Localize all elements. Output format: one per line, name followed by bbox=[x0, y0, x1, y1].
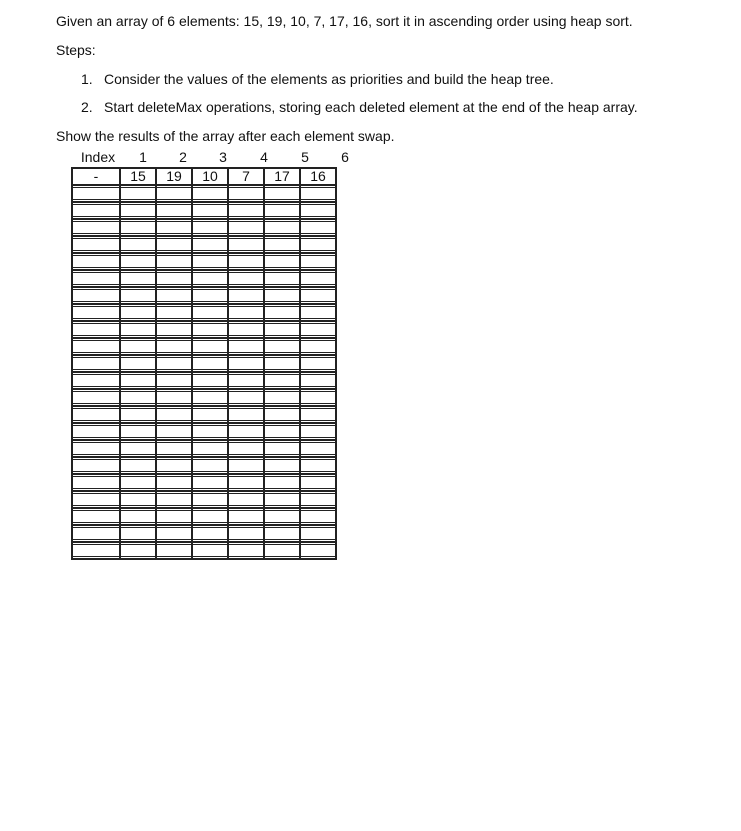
array-cell bbox=[228, 270, 264, 287]
array-cell bbox=[228, 338, 264, 355]
array-cell bbox=[264, 406, 300, 423]
row-index-cell bbox=[72, 508, 120, 525]
array-cell bbox=[264, 270, 300, 287]
array-cell bbox=[192, 474, 228, 491]
array-cell bbox=[300, 406, 336, 423]
empty-answer-row bbox=[72, 542, 336, 559]
array-cell bbox=[156, 491, 192, 508]
array-cell bbox=[228, 406, 264, 423]
array-cell bbox=[156, 542, 192, 559]
array-cell bbox=[120, 406, 156, 423]
empty-answer-row bbox=[72, 406, 336, 423]
empty-answer-row bbox=[72, 423, 336, 440]
array-cell bbox=[156, 219, 192, 236]
array-cell bbox=[156, 236, 192, 253]
array-cell bbox=[300, 389, 336, 406]
empty-answer-row bbox=[72, 389, 336, 406]
array-cell bbox=[192, 202, 228, 219]
array-cell bbox=[192, 525, 228, 542]
array-cell bbox=[192, 219, 228, 236]
array-cell bbox=[228, 355, 264, 372]
array-cell bbox=[192, 304, 228, 321]
empty-answer-row bbox=[72, 355, 336, 372]
empty-answer-row bbox=[72, 253, 336, 270]
array-cell: 17 bbox=[264, 168, 300, 185]
array-cell bbox=[120, 372, 156, 389]
row-index-cell bbox=[72, 355, 120, 372]
array-cell bbox=[192, 321, 228, 338]
array-cell bbox=[264, 525, 300, 542]
array-cell bbox=[228, 202, 264, 219]
array-cell bbox=[156, 389, 192, 406]
array-cell bbox=[264, 474, 300, 491]
array-cell bbox=[264, 457, 300, 474]
array-cell bbox=[300, 338, 336, 355]
array-cell bbox=[156, 287, 192, 304]
array-cell bbox=[228, 389, 264, 406]
array-cell bbox=[156, 202, 192, 219]
array-cell bbox=[228, 474, 264, 491]
row-index-cell bbox=[72, 423, 120, 440]
array-cell bbox=[156, 525, 192, 542]
array-cell bbox=[264, 508, 300, 525]
array-cell bbox=[156, 270, 192, 287]
array-cell bbox=[120, 355, 156, 372]
array-cell bbox=[120, 423, 156, 440]
question-intro: Given an array of 6 elements: 15, 19, 10, 7, 17, 16, sort it in ascending order using heap sort. bbox=[56, 13, 633, 29]
row-index-cell bbox=[72, 253, 120, 270]
array-cell bbox=[192, 270, 228, 287]
array-cell bbox=[228, 236, 264, 253]
array-cell bbox=[120, 270, 156, 287]
array-cell bbox=[156, 338, 192, 355]
array-cell: 10 bbox=[192, 168, 228, 185]
array-cell bbox=[264, 185, 300, 202]
array-cell bbox=[120, 389, 156, 406]
array-cell bbox=[156, 474, 192, 491]
array-cell bbox=[192, 236, 228, 253]
array-cell bbox=[300, 236, 336, 253]
array-cell bbox=[264, 440, 300, 457]
array-cell bbox=[192, 542, 228, 559]
array-cell bbox=[120, 304, 156, 321]
array-cell bbox=[228, 525, 264, 542]
array-cell bbox=[300, 253, 336, 270]
steps-label: Steps: bbox=[56, 42, 96, 58]
empty-answer-row bbox=[72, 304, 336, 321]
row-index-cell bbox=[72, 287, 120, 304]
array-cell bbox=[156, 355, 192, 372]
array-cell: 16 bbox=[300, 168, 336, 185]
array-cell bbox=[264, 287, 300, 304]
array-cell bbox=[228, 508, 264, 525]
array-cell bbox=[120, 474, 156, 491]
array-cell bbox=[264, 372, 300, 389]
array-cell bbox=[228, 304, 264, 321]
row-index-cell bbox=[72, 406, 120, 423]
index-label: Index bbox=[80, 149, 116, 165]
heap-sort-table bbox=[71, 167, 337, 560]
row-index-cell bbox=[72, 219, 120, 236]
array-cell bbox=[120, 185, 156, 202]
array-cell bbox=[156, 457, 192, 474]
row-index-cell bbox=[72, 236, 120, 253]
array-cell: 7 bbox=[228, 168, 264, 185]
array-cell bbox=[192, 372, 228, 389]
array-cell bbox=[264, 338, 300, 355]
array-cell bbox=[192, 287, 228, 304]
row-index-cell bbox=[72, 491, 120, 508]
row-index-cell bbox=[72, 270, 120, 287]
step-item-2 bbox=[81, 99, 638, 115]
row-index-cell bbox=[72, 440, 120, 457]
array-cell bbox=[228, 491, 264, 508]
row-index-cell bbox=[72, 304, 120, 321]
array-cell bbox=[192, 355, 228, 372]
row-index-cell bbox=[72, 372, 120, 389]
array-cell bbox=[300, 304, 336, 321]
array-cell bbox=[156, 423, 192, 440]
array-cell bbox=[300, 355, 336, 372]
array-cell bbox=[300, 508, 336, 525]
array-cell bbox=[300, 185, 336, 202]
array-cell bbox=[192, 338, 228, 355]
empty-answer-row bbox=[72, 338, 336, 355]
array-cell bbox=[228, 219, 264, 236]
array-cell bbox=[192, 423, 228, 440]
step-text: Consider the values of the elements as priorities and build the heap tree. bbox=[104, 71, 554, 87]
array-cell bbox=[192, 457, 228, 474]
array-cell bbox=[300, 542, 336, 559]
array-cell bbox=[300, 202, 336, 219]
empty-answer-row bbox=[72, 474, 336, 491]
array-cell bbox=[264, 253, 300, 270]
array-cell bbox=[228, 542, 264, 559]
row-index-cell bbox=[72, 542, 120, 559]
empty-answer-row bbox=[72, 321, 336, 338]
array-cell bbox=[264, 321, 300, 338]
index-header-cell: 3 bbox=[219, 149, 227, 165]
array-cell bbox=[300, 457, 336, 474]
empty-answer-row bbox=[72, 491, 336, 508]
step-number: 1. bbox=[81, 71, 93, 87]
array-cell bbox=[300, 219, 336, 236]
array-cell bbox=[192, 406, 228, 423]
array-cell bbox=[192, 440, 228, 457]
empty-answer-row bbox=[72, 525, 336, 542]
array-cell bbox=[156, 406, 192, 423]
array-cell bbox=[120, 287, 156, 304]
array-cell bbox=[156, 440, 192, 457]
row-index-cell bbox=[72, 202, 120, 219]
array-cell bbox=[300, 372, 336, 389]
array-cell bbox=[156, 185, 192, 202]
index-header-cell: 1 bbox=[139, 149, 147, 165]
array-cell bbox=[156, 304, 192, 321]
step-text: Start deleteMax operations, storing each deleted element at the end of the heap array. bbox=[104, 99, 638, 115]
row-index-cell bbox=[72, 457, 120, 474]
array-cell bbox=[192, 508, 228, 525]
array-cell bbox=[300, 270, 336, 287]
empty-answer-row bbox=[72, 440, 336, 457]
array-cell bbox=[228, 253, 264, 270]
array-cell bbox=[228, 185, 264, 202]
array-cell bbox=[264, 389, 300, 406]
index-header-cell: 6 bbox=[341, 149, 349, 165]
array-cell bbox=[120, 236, 156, 253]
array-cell bbox=[156, 253, 192, 270]
array-cell bbox=[192, 253, 228, 270]
array-cell bbox=[300, 491, 336, 508]
array-cell bbox=[264, 304, 300, 321]
row-index-cell bbox=[72, 389, 120, 406]
array-cell bbox=[300, 423, 336, 440]
empty-answer-row bbox=[72, 508, 336, 525]
empty-answer-row bbox=[72, 372, 336, 389]
array-cell bbox=[264, 423, 300, 440]
array-cell bbox=[192, 389, 228, 406]
array-cell bbox=[156, 372, 192, 389]
row-index-cell bbox=[72, 185, 120, 202]
array-cell bbox=[264, 491, 300, 508]
array-cell bbox=[156, 508, 192, 525]
array-cell bbox=[120, 542, 156, 559]
instruction-text: Show the results of the array after each element swap. bbox=[56, 128, 395, 144]
array-cell bbox=[120, 491, 156, 508]
array-cell: 15 bbox=[120, 168, 156, 185]
empty-answer-row bbox=[72, 457, 336, 474]
empty-answer-row bbox=[72, 270, 336, 287]
step-number: 2. bbox=[81, 99, 93, 115]
array-cell: 19 bbox=[156, 168, 192, 185]
array-cell bbox=[228, 423, 264, 440]
row-index-cell bbox=[72, 338, 120, 355]
array-cell bbox=[120, 508, 156, 525]
array-cell bbox=[120, 202, 156, 219]
index-header-cell: 4 bbox=[260, 149, 268, 165]
array-cell bbox=[300, 321, 336, 338]
array-cell bbox=[120, 440, 156, 457]
array-cell bbox=[300, 287, 336, 304]
index-header-cell: 2 bbox=[179, 149, 187, 165]
array-cell bbox=[120, 321, 156, 338]
array-cell bbox=[192, 185, 228, 202]
empty-answer-row bbox=[72, 236, 336, 253]
empty-answer-row bbox=[72, 219, 336, 236]
array-cell bbox=[120, 338, 156, 355]
array-cell bbox=[264, 355, 300, 372]
empty-answer-row bbox=[72, 202, 336, 219]
array-cell bbox=[300, 474, 336, 491]
empty-answer-row bbox=[72, 287, 336, 304]
array-cell bbox=[264, 236, 300, 253]
array-cell bbox=[228, 287, 264, 304]
step-item-1 bbox=[81, 71, 554, 87]
array-cell bbox=[228, 457, 264, 474]
array-cell bbox=[120, 253, 156, 270]
row-index-cell bbox=[72, 474, 120, 491]
array-cell bbox=[156, 321, 192, 338]
array-cell bbox=[228, 440, 264, 457]
array-cell bbox=[192, 491, 228, 508]
empty-answer-row bbox=[72, 185, 336, 202]
array-cell bbox=[264, 219, 300, 236]
array-cell bbox=[264, 542, 300, 559]
array-cell bbox=[228, 321, 264, 338]
array-cell bbox=[120, 457, 156, 474]
array-cell bbox=[264, 202, 300, 219]
array-cell bbox=[120, 525, 156, 542]
row-index-cell: - bbox=[72, 168, 120, 185]
array-cell bbox=[300, 440, 336, 457]
array-cell bbox=[300, 525, 336, 542]
array-cell bbox=[120, 219, 156, 236]
row-index-cell bbox=[72, 321, 120, 338]
index-header-cell: 5 bbox=[301, 149, 309, 165]
initial-array-row bbox=[72, 168, 336, 185]
row-index-cell bbox=[72, 525, 120, 542]
array-cell bbox=[228, 372, 264, 389]
